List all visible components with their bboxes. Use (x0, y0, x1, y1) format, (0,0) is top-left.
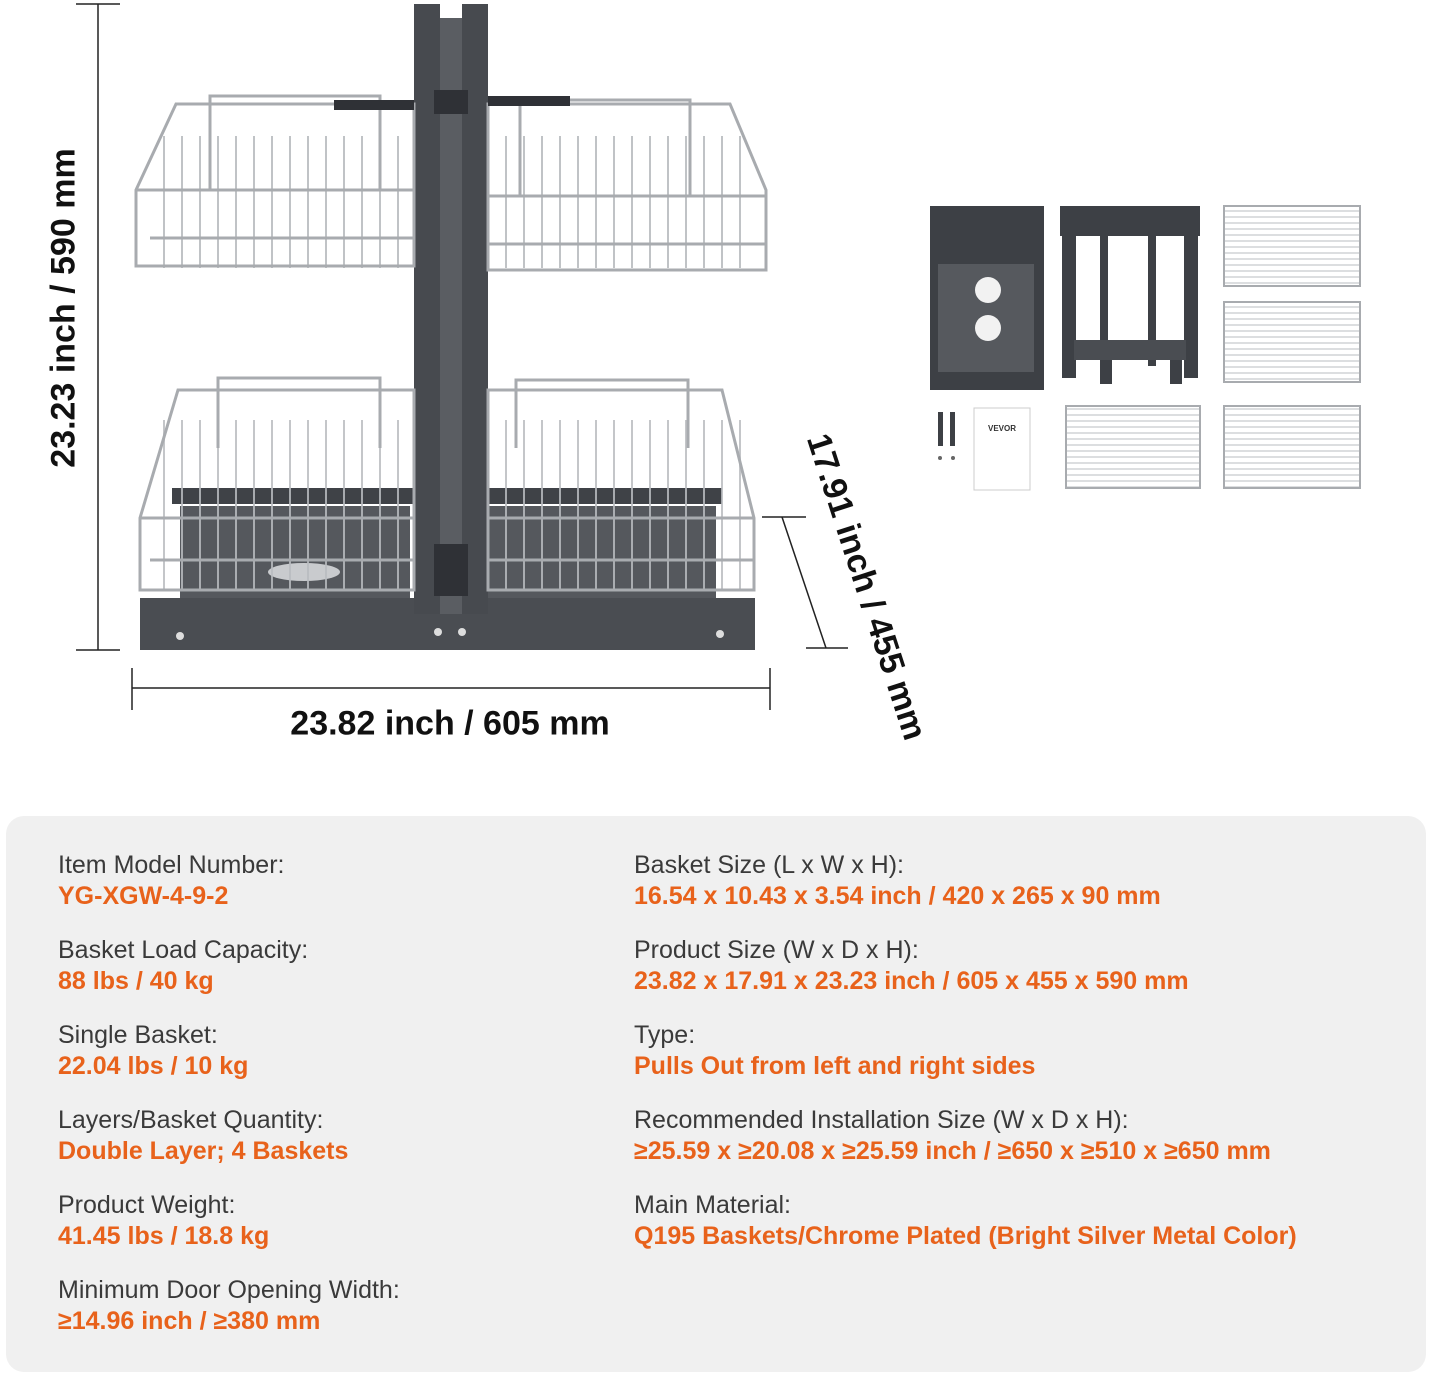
spec-label: Single Basket: (58, 1021, 218, 1049)
height-dimension-label: 23.23 inch / 590 mm (44, 148, 83, 468)
specifications-panel (6, 816, 1426, 1372)
spare-basket (1224, 302, 1360, 382)
spec-type (634, 1020, 1035, 1082)
spec-main-material (634, 1190, 1297, 1252)
spare-basket (1224, 206, 1360, 286)
lower-left-basket (140, 378, 414, 590)
slide-frame (1060, 206, 1200, 384)
spec-single-basket (58, 1020, 248, 1082)
spec-value: 22.04 lbs / 10 kg (58, 1052, 249, 1080)
spec-value: 41.45 lbs / 18.8 kg (58, 1222, 270, 1250)
spare-basket (1224, 406, 1360, 488)
manual-brand: VEVOR (987, 424, 1017, 433)
center-post (414, 4, 488, 614)
upper-left-basket (136, 96, 414, 268)
instruction-manual (974, 408, 1030, 490)
spec-label: Type: (634, 1021, 696, 1049)
upper-right-basket (488, 96, 766, 270)
spec-item-model-number (58, 850, 284, 912)
spec-minimum-door-opening-width (58, 1275, 400, 1337)
spec-value: Pulls Out from left and right sides (634, 1052, 1036, 1080)
spec-layers-basket-quantity (58, 1105, 348, 1167)
spec-label: Layers/Basket Quantity: (58, 1106, 324, 1134)
width-dimension-label: 23.82 inch / 605 mm (290, 704, 610, 743)
spec-value: ≥25.59 x ≥20.08 x ≥25.59 inch / ≥650 x ≥510 x ≥650 mm (634, 1137, 1271, 1165)
spec-product-weight (58, 1190, 269, 1252)
spec-value: YG-XGW-4-9-2 (58, 882, 229, 910)
spec-label: Item Model Number: (58, 851, 285, 879)
spec-basket-load-capacity (58, 935, 308, 997)
mounting-plate (930, 206, 1044, 390)
spec-recommended-installation-size (634, 1105, 1271, 1167)
spec-product-size (634, 935, 1189, 997)
lower-right-basket (488, 380, 754, 590)
spec-label: Product Weight: (58, 1191, 236, 1219)
spec-value: ≥14.96 inch / ≥380 mm (58, 1307, 321, 1335)
spec-label: Minimum Door Opening Width: (58, 1276, 400, 1304)
spec-label: Recommended Installation Size (W x D x H): (634, 1106, 1129, 1134)
spec-basket-size (634, 850, 1161, 912)
spec-label: Basket Size (L x W x H): (634, 851, 904, 879)
spec-value: 16.54 x 10.43 x 3.54 inch / 420 x 265 x 90 mm (634, 882, 1161, 910)
spec-value: Double Layer; 4 Baskets (58, 1137, 349, 1165)
spec-label: Main Material: (634, 1191, 791, 1219)
spec-value: Q195 Baskets/Chrome Plated (Bright Silver Metal Color) (634, 1222, 1297, 1250)
spec-label: Basket Load Capacity: (58, 936, 309, 964)
parts-kit (930, 206, 1360, 490)
spare-basket (1066, 406, 1200, 488)
depth-dimension-label: 17.91 inch / 455 mm (799, 429, 934, 745)
spec-label: Product Size (W x D x H): (634, 936, 919, 964)
hardware-screws (938, 412, 955, 460)
spec-value: 23.82 x 17.91 x 23.23 inch / 605 x 455 x 590 mm (634, 967, 1189, 995)
spec-value: 88 lbs / 40 kg (58, 967, 214, 995)
